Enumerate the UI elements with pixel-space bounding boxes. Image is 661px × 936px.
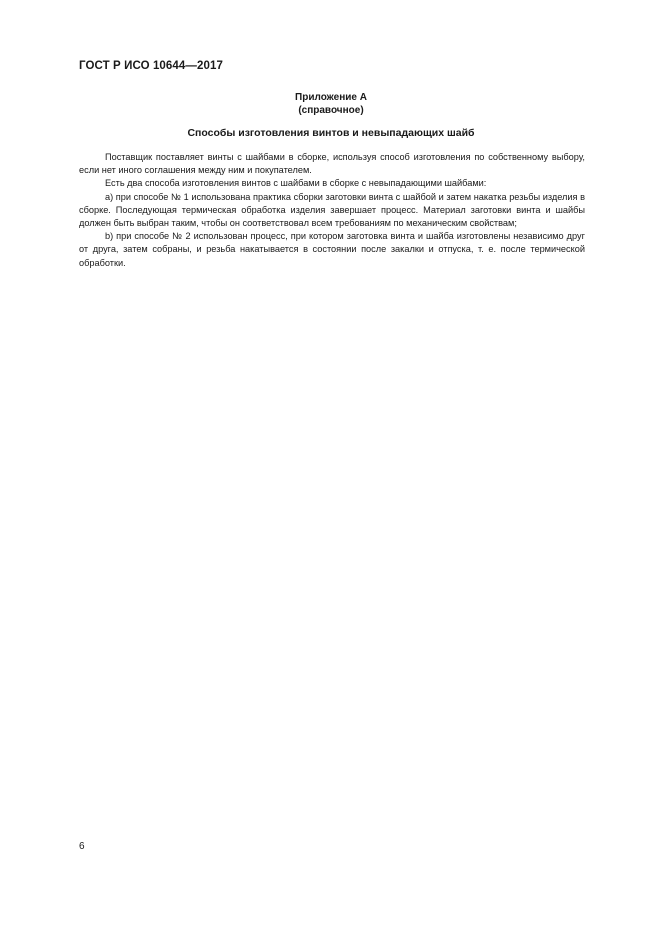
page-header-standard-code: ГОСТ Р ИСО 10644—2017 <box>79 60 224 72</box>
page-number: 6 <box>79 841 85 852</box>
appendix-title: Способы изготовления винтов и невыпадающих шайб <box>187 127 475 139</box>
appendix-label: Приложение А <box>295 92 367 103</box>
paragraph-supplier: Поставщик поставляет винты с шайбами в сборке, используя способ изготовления по собственному выбору, если нет иного соглашения между ним и покупателем. <box>79 152 585 176</box>
paragraph-methods-intro: Есть два способа изготовления винтов с шайбами в сборке с невыпадающими шайбами: <box>105 178 487 189</box>
paragraph-method-a: a) при способе № 1 использована практика сборки заготовки винта с шайбой и затем накатка резьбы изделия в сборке. Последующая термическая обработка изделия завершает процесс. Материал заготовки винта и шайбы должен быть выбран таким, чтобы он соответствовал всем требованиям по механическим свойствам; <box>79 191 585 229</box>
paragraph-method-b: b) при способе № 2 использован процесс, при котором заготовка винта и шайба изготовлены независимо друг от друга, затем собраны, и резьба накатывается в состоянии после закалки и отпуска, т. е. после термической обработки. <box>79 231 585 268</box>
body-text <box>79 151 585 270</box>
appendix-heading <box>79 91 583 117</box>
appendix-status: (справочное) <box>298 105 364 116</box>
